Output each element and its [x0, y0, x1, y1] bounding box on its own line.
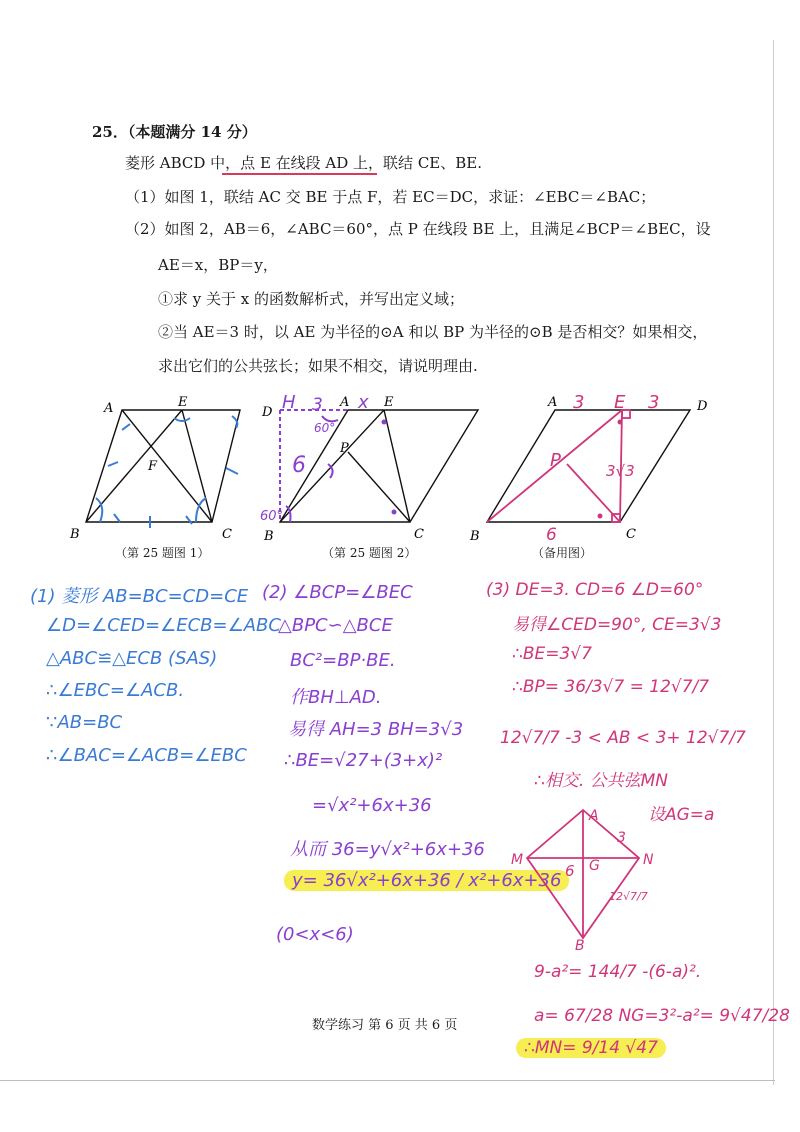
- fig2-label-e: E: [384, 395, 394, 410]
- sketch-label-g: G: [589, 858, 600, 874]
- question-title: 25．（本题满分 14 分）: [92, 123, 257, 141]
- fig2-line-cp: [348, 452, 410, 522]
- hw-part2-line: BC²=BP·BE.: [290, 650, 396, 671]
- sketch-label-b: B: [575, 938, 585, 950]
- fig2-handwritten-60-top: 60°: [314, 421, 336, 435]
- fig3-label-c: C: [626, 527, 636, 542]
- hw-part3-line: ∴BE=3√7: [512, 644, 592, 664]
- fig2-handwritten-3: 3: [312, 395, 323, 415]
- fig3-handwritten-3-right: 3: [648, 392, 660, 413]
- hw-part3-line: ∴相交. 公共弦MN: [534, 771, 669, 791]
- fig2-label-b: B: [264, 529, 274, 544]
- sketch-label-3: 3: [617, 830, 626, 846]
- sketch-label-bp: 12√7/7: [609, 890, 648, 903]
- geometry-figures: [0, 380, 760, 550]
- fig2-handwritten-x: x: [358, 392, 369, 413]
- fig3-angle-dot-c: [598, 514, 603, 519]
- sketch-label-n: N: [643, 852, 654, 868]
- fig3-label-b: B: [470, 529, 480, 544]
- hw-part3-line: ∴BP= 36/3√7 = 12√7/7: [512, 677, 710, 697]
- fig3-rhombus: [487, 410, 690, 522]
- page-edge-right: [773, 40, 774, 1085]
- hw-part2-line: (2) ∠BCP=∠BEC: [262, 582, 413, 603]
- fig3-handwritten-p: P: [550, 450, 561, 471]
- fig1-line-ce: [182, 410, 212, 522]
- fig2-label-a: A: [340, 395, 350, 410]
- hw-part2-line: 从而 36=y√x²+6x+36: [290, 839, 485, 860]
- fig2-angle-dot-e: [382, 420, 387, 425]
- figure-2-caption: （第 25 题图 2）: [322, 546, 417, 560]
- question-part2-a: （2）如图 2，AB＝6，∠ABC＝60°，点 P 在线段 BE 上，且满足∠BCP＝∠BEC，设: [125, 220, 711, 238]
- page-edge-bottom: [0, 1080, 775, 1081]
- hw-part3-line: 设AG=a: [648, 805, 715, 825]
- hw-part2-domain: (0<x<6): [276, 924, 354, 945]
- fig1-label-a: A: [104, 401, 114, 416]
- fig1-label-e: E: [178, 395, 188, 410]
- fig1-label-c: C: [222, 527, 232, 542]
- fig2-handwritten-60-bottom: 60°: [260, 509, 284, 524]
- stem-underline: [222, 173, 377, 175]
- figure-3: [487, 410, 690, 522]
- fig3-handwritten-6: 6: [546, 525, 557, 545]
- fig2-handwritten-6: 6: [292, 453, 306, 478]
- question-part2-q1: ①求 y 关于 x 的函数解析式，并写出定义域；: [158, 290, 465, 308]
- question-stem: 菱形 ABCD 中，点 E 在线段 AD 上，联结 CE、BE.: [125, 154, 482, 172]
- hw-part2-line: =√x²+6x+36: [312, 795, 432, 816]
- fig2-label-d: D: [262, 405, 273, 420]
- sketch-label-a: A: [589, 808, 599, 824]
- hw-part3-line: 12√7/7 -3 < AB < 3+ 12√7/7: [500, 728, 746, 748]
- fig1-label-b: B: [70, 527, 80, 542]
- hw-part1-line: ∵AB=BC: [46, 712, 123, 733]
- fig3-angle-dot-e: [618, 420, 623, 425]
- question-part2-b: AE＝x，BP＝y，: [158, 256, 278, 274]
- hw-part2-answer-highlight: y= 36√x²+6x+36 / x²+6x+36: [284, 870, 569, 891]
- hw-part2-line: △BPC∽△BCE: [278, 615, 393, 636]
- figure-2: [280, 410, 478, 522]
- hw-part3-line: 易得∠CED=90°, CE=3√3: [512, 615, 722, 635]
- fig2-label-c: C: [414, 527, 424, 542]
- fig2-angle-dot-c: [392, 510, 397, 515]
- fig2-handwritten-h: H: [282, 392, 296, 413]
- question-part1: （1）如图 1，联结 AC 交 BE 于点 F，若 EC＝DC，求证：∠EBC＝∠BAC；: [125, 188, 656, 206]
- hw-part1-line: ∴∠BAC=∠ACB=∠EBC: [46, 745, 247, 766]
- sketch-label-6: 6: [565, 862, 575, 880]
- fig1-label-f: F: [148, 459, 158, 474]
- figure-1-caption: （第 25 题图 1）: [115, 546, 210, 560]
- hw-part3-line: 9-a²= 144/7 -(6-a)².: [534, 962, 702, 982]
- fig3-handwritten-3-left: 3: [573, 392, 585, 413]
- fig2-rhombus: [280, 410, 478, 522]
- figure-3-caption: （备用图）: [532, 546, 593, 560]
- sketch-label-m: M: [511, 852, 524, 868]
- question-part2-q2a: ②当 AE＝3 时，以 AE 为半径的⊙A 和以 BP 为半径的⊙B 是否相交？如果相交，: [158, 323, 708, 341]
- page-footer: 数学练习 第 6 页 共 6 页: [312, 1018, 458, 1033]
- hw-part3-answer: [516, 1038, 666, 1058]
- fig1-marks: [96, 416, 238, 528]
- fig3-label-d: D: [697, 399, 708, 414]
- hw-part1-line: ∠D=∠CED=∠ECB=∠ABC: [46, 615, 281, 636]
- fig2-label-p: P: [340, 441, 349, 456]
- hw-part2-line: ∴BE=√27+(3+x)²: [284, 750, 443, 771]
- question-part2-q2b: 求出它们的公共弦长；如果不相交，请说明理由.: [158, 357, 478, 375]
- hw-part1-line: (1) 菱形 AB=BC=CD=CE: [30, 586, 249, 607]
- hw-rhombus-sketch: [505, 800, 665, 950]
- hw-part1-line: △ABC≌△ECB (SAS): [46, 648, 218, 669]
- hw-part2-line: 作BH⊥AD.: [290, 687, 382, 708]
- hw-part3-line: (3) DE=3. CD=6 ∠D=60°: [486, 580, 704, 600]
- hw-part1-line: ∴∠EBC=∠ACB.: [46, 680, 185, 701]
- fig3-label-a: A: [548, 395, 558, 410]
- hw-part3-line: a= 67/28 NG=3²-a²= 9√47/28: [534, 1006, 790, 1026]
- fig3-handwritten-e: E: [614, 392, 626, 413]
- fig3-handwritten-height: 3√3: [606, 462, 635, 480]
- fig2-line-ce: [384, 410, 410, 522]
- hw-part3-answer-highlight: ∴MN= 9/14 √47: [516, 1038, 666, 1058]
- hw-part2-line: 易得 AH=3 BH=3√3: [288, 719, 464, 740]
